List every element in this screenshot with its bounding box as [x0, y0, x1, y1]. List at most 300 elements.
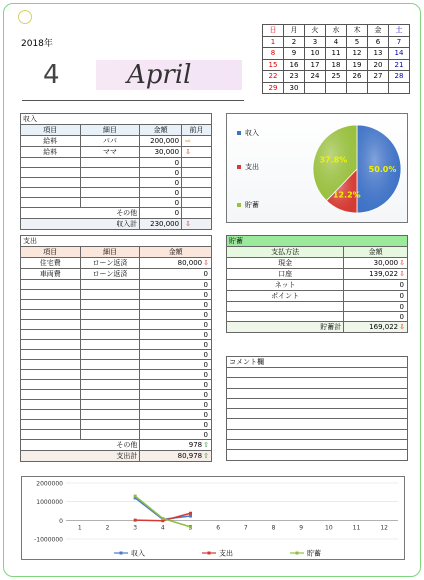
income-sub: [80, 188, 140, 198]
comment-cell[interactable]: [227, 409, 408, 419]
line-chart: [21, 476, 405, 560]
table-row: [21, 136, 212, 147]
calendar-week: [263, 48, 410, 60]
calendar-day[interactable]: 3: [305, 36, 326, 48]
expense-amount-value: 0: [203, 430, 208, 439]
expense-amount-value: 0: [203, 350, 208, 359]
income-sub: [80, 168, 140, 178]
table-row: [21, 290, 212, 300]
expense-item: [21, 330, 81, 340]
expense-amount: [140, 258, 212, 269]
pie-data-label: 50.0%: [368, 165, 397, 174]
line-legend-marker: [120, 552, 123, 555]
savings-amount-value: 0: [399, 302, 404, 311]
calendar-day[interactable]: 26: [347, 71, 368, 83]
calendar-weekday: 日: [263, 25, 284, 37]
expense-header-sub: 細目: [80, 247, 140, 258]
income-sub: [80, 158, 140, 168]
expense-sub: [80, 280, 140, 290]
month-name: April: [127, 60, 192, 90]
pie-data-label: 37.8%: [319, 155, 348, 165]
expense-item: [21, 350, 81, 360]
savings-amount: [344, 291, 408, 302]
line-xtick-label: 9: [299, 524, 304, 532]
calendar-day[interactable]: 17: [305, 59, 326, 71]
year-label: 2018年: [21, 39, 53, 49]
calendar-day[interactable]: [326, 82, 347, 94]
calendar-day[interactable]: 22: [263, 71, 284, 83]
savings-title: 貯蓄: [227, 236, 408, 247]
expense-amount-value: 0: [203, 340, 208, 349]
income-other-label: その他: [21, 208, 140, 219]
line-legend-marker: [208, 552, 211, 555]
table-row: [21, 147, 212, 158]
income-other-value: 0: [140, 208, 182, 219]
income-prev: [182, 147, 212, 158]
expense-amount-value: 0: [203, 290, 208, 299]
expense-amount: [140, 430, 212, 440]
expense-total-label: 支出計: [21, 451, 140, 462]
savings-method: 口座: [227, 269, 344, 280]
expense-amount-value: 0: [203, 320, 208, 329]
expense-item: [21, 390, 81, 400]
savings-amount-value: 139,022: [369, 270, 399, 278]
calendar-day[interactable]: 11: [326, 48, 347, 60]
comment-line: [227, 409, 408, 419]
calendar-day[interactable]: 28: [389, 71, 410, 83]
expense-header-row: [21, 247, 212, 258]
savings-amount: [344, 280, 408, 291]
savings-amount: [344, 258, 408, 269]
expense-item: 車両費: [21, 269, 81, 280]
expense-amount: [140, 360, 212, 370]
calendar-day[interactable]: 6: [368, 36, 389, 48]
income-sub: [80, 178, 140, 188]
comment-line: [227, 368, 408, 378]
expense-amount-value: 0: [203, 310, 208, 319]
income-item: [21, 198, 81, 208]
expense-amount: [140, 290, 212, 300]
pie-legend-label: 貯蓄: [245, 201, 259, 209]
calendar-week: [263, 59, 410, 71]
calendar-day[interactable]: 2: [284, 36, 305, 48]
expense-sub: [80, 410, 140, 420]
expense-sub: [80, 310, 140, 320]
expense-sub: [80, 420, 140, 430]
income-total-row: [21, 219, 212, 230]
expense-sub: [80, 350, 140, 360]
expense-amount-value: 0: [203, 380, 208, 389]
savings-total-label: 貯蓄計: [227, 322, 344, 333]
income-prev: [182, 168, 212, 178]
income-header-sub: 細目: [80, 125, 140, 136]
expense-other-value: [140, 440, 212, 451]
comment-cell[interactable]: [227, 450, 408, 460]
savings-amount-value: 30,000: [373, 259, 399, 267]
calendar-weekday: 金: [368, 25, 389, 37]
expense-item: [21, 280, 81, 290]
calendar-weekday: 火: [305, 25, 326, 37]
income-other-prev: [182, 208, 212, 219]
arrow-right-icon: ⇨: [185, 137, 191, 145]
savings-amount: [344, 312, 408, 322]
line-ytick-label: 1000000: [36, 499, 63, 507]
savings-method: 現金: [227, 258, 344, 269]
comment-cell[interactable]: [227, 378, 408, 388]
table-row: [21, 330, 212, 340]
expense-amount-value: 0: [203, 280, 208, 289]
arrow-down-icon: ⇩: [185, 148, 191, 156]
table-row: [227, 280, 408, 291]
income-amount: 30,000: [140, 147, 182, 158]
expense-total-row: [21, 451, 212, 462]
savings-amount-value: 0: [399, 292, 404, 300]
expense-amount: [140, 320, 212, 330]
expense-amount: [140, 350, 212, 360]
comment-line: [227, 429, 408, 439]
expense-sub: [80, 300, 140, 310]
table-row: [21, 310, 212, 320]
calendar-day[interactable]: 13: [368, 48, 389, 60]
expense-sub: [80, 380, 140, 390]
calendar-day[interactable]: [305, 82, 326, 94]
arrow-up-icon: ⇧: [203, 441, 209, 449]
calendar-day[interactable]: 30: [284, 82, 305, 94]
arrow-down-icon: ⇩: [185, 220, 191, 228]
calendar-day[interactable]: 23: [284, 71, 305, 83]
income-header-prev: 前月: [182, 125, 212, 136]
expense-sub: [80, 370, 140, 380]
income-amount: 0: [140, 198, 182, 208]
expense-amount-value: 0: [203, 400, 208, 409]
pie-legend-label: 収入: [245, 129, 259, 137]
calendar-day[interactable]: 8: [263, 48, 284, 60]
expense-amount-value: 0: [203, 410, 208, 419]
expense-item: [21, 290, 81, 300]
table-row: [21, 340, 212, 350]
expense-other-number: 978: [188, 441, 203, 449]
expense-item: [21, 420, 81, 430]
line-xtick-label: 7: [243, 524, 248, 532]
calendar-day[interactable]: 15: [263, 59, 284, 71]
table-row: [21, 420, 212, 430]
calendar-day[interactable]: [368, 82, 389, 94]
expense-amount-value: 0: [203, 300, 208, 309]
expense-item: [21, 360, 81, 370]
comment-line: [227, 398, 408, 408]
calendar-weekday: 水: [326, 25, 347, 37]
expense-sub: [80, 290, 140, 300]
savings-table: [226, 235, 408, 333]
income-item: [21, 158, 81, 168]
income-item: [21, 168, 81, 178]
savings-method: ネット: [227, 280, 344, 291]
calendar-week: [263, 82, 410, 94]
income-prev: [182, 158, 212, 168]
calendar-day[interactable]: 24: [305, 71, 326, 83]
table-row: [21, 258, 212, 269]
line-svg: [22, 477, 406, 561]
income-item: [21, 188, 81, 198]
table-row: [21, 430, 212, 440]
calendar-day[interactable]: 5: [347, 36, 368, 48]
expense-item: [21, 310, 81, 320]
expense-sub: [80, 400, 140, 410]
line-legend-label: 収入: [131, 549, 145, 558]
income-prev: [182, 188, 212, 198]
expense-item: [21, 400, 81, 410]
calendar-day[interactable]: [389, 82, 410, 94]
arrow-down-icon: ⇩: [399, 259, 405, 267]
income-sub: ママ: [80, 147, 140, 158]
table-row: [21, 370, 212, 380]
comment-line: [227, 419, 408, 429]
income-title: 収入: [21, 114, 212, 125]
line-legend-label: 貯蓄: [307, 549, 321, 558]
calendar-weekday: 月: [284, 25, 305, 37]
expense-sub: ローン返済: [80, 258, 140, 269]
savings-total-row: [227, 322, 408, 333]
savings-amount: [344, 269, 408, 280]
expense-sub: [80, 430, 140, 440]
expense-amount: [140, 269, 212, 280]
income-item: [21, 178, 81, 188]
calendar-day[interactable]: 18: [326, 59, 347, 71]
income-prev: [182, 198, 212, 208]
savings-header-method: 支払方法: [227, 247, 344, 258]
line-point: [134, 519, 137, 522]
calendar-day[interactable]: [347, 82, 368, 94]
calendar-week: [263, 36, 410, 48]
income-total-value: 230,000: [140, 219, 182, 230]
calendar-day[interactable]: 14: [389, 48, 410, 60]
table-row: [21, 360, 212, 370]
expense-sub: [80, 340, 140, 350]
expense-header-item: 項目: [21, 247, 81, 258]
line-xtick-label: 12: [380, 524, 388, 532]
arrow-up-icon: ⇧: [203, 452, 209, 460]
expense-amount-value: 0: [203, 330, 208, 339]
table-row: [227, 269, 408, 280]
calendar-day[interactable]: 9: [284, 48, 305, 60]
calendar-day[interactable]: 20: [368, 59, 389, 71]
arrow-down-icon: ⇩: [399, 323, 405, 331]
expense-sub: [80, 360, 140, 370]
expense-amount: [140, 330, 212, 340]
expense-sub: [80, 320, 140, 330]
comment-cell[interactable]: [227, 419, 408, 429]
table-row: [21, 158, 212, 168]
line-point: [161, 517, 164, 520]
savings-method: [227, 312, 344, 322]
income-header-amount: 金額: [140, 125, 182, 136]
calendar-weekday-row: [263, 25, 410, 37]
savings-method: [227, 302, 344, 312]
calendar-weekday: 木: [347, 25, 368, 37]
table-row: [21, 269, 212, 280]
line-xtick-label: 8: [271, 524, 276, 532]
expense-item: [21, 300, 81, 310]
savings-method: ポイント: [227, 291, 344, 302]
month-number: 4: [43, 60, 60, 90]
income-amount: 0: [140, 168, 182, 178]
income-amount: 0: [140, 158, 182, 168]
table-row: [21, 178, 212, 188]
income-amount: 0: [140, 188, 182, 198]
calendar: [262, 24, 410, 94]
table-row: [227, 302, 408, 312]
calendar-day[interactable]: 7: [389, 36, 410, 48]
arrow-down-icon: ⇩: [399, 270, 405, 278]
income-amount: 200,000: [140, 136, 182, 147]
line-xtick-label: 11: [352, 524, 361, 532]
pie-legend-label: 支出: [245, 163, 259, 171]
expense-amount: [140, 370, 212, 380]
comment-cell[interactable]: [227, 398, 408, 408]
comment-cell[interactable]: [227, 440, 408, 450]
comment-area: [226, 356, 408, 461]
income-total-label: 収入計: [21, 219, 140, 230]
pie-data-label: 12.2%: [332, 190, 361, 200]
income-header-item: 項目: [21, 125, 81, 136]
expense-amount-value: 0: [203, 390, 208, 399]
expense-total-value: [140, 451, 212, 462]
pie-svg: [227, 114, 409, 224]
savings-amount-value: 0: [399, 281, 404, 289]
income-other-row: [21, 208, 212, 219]
table-row: [21, 400, 212, 410]
table-row: [227, 291, 408, 302]
income-item: 給料: [21, 147, 81, 158]
expense-item: [21, 370, 81, 380]
decorative-circle-icon: [18, 10, 32, 24]
calendar-day[interactable]: 29: [263, 82, 284, 94]
expense-title: 支出: [21, 236, 212, 247]
expense-amount-value: 0: [203, 270, 208, 278]
comment-cell[interactable]: [227, 368, 408, 378]
income-prev: [182, 136, 212, 147]
line-point: [134, 495, 137, 498]
calendar-day[interactable]: 25: [326, 71, 347, 83]
expense-sub: [80, 390, 140, 400]
expense-other-row: [21, 440, 212, 451]
table-row: [21, 300, 212, 310]
expense-item: [21, 320, 81, 330]
expense-amount: [140, 280, 212, 290]
savings-header-row: [227, 247, 408, 258]
income-prev: [182, 178, 212, 188]
savings-amount: [344, 302, 408, 312]
expense-amount-value: 0: [203, 360, 208, 369]
title-underline: [22, 100, 244, 101]
table-row: [21, 188, 212, 198]
expense-item: [21, 410, 81, 420]
line-xtick-label: 4: [160, 524, 165, 532]
expense-item: [21, 380, 81, 390]
table-row: [21, 410, 212, 420]
income-total-prev: [182, 219, 212, 230]
expense-item: [21, 340, 81, 350]
line-ytick-label: 2000000: [36, 480, 63, 488]
savings-total-number: 169,022: [369, 323, 399, 331]
calendar-day[interactable]: 21: [389, 59, 410, 71]
table-row: [21, 280, 212, 290]
comment-cell[interactable]: [227, 429, 408, 439]
comment-line: [227, 450, 408, 460]
income-sub: パパ: [80, 136, 140, 147]
table-row: [21, 320, 212, 330]
calendar-day[interactable]: 19: [347, 59, 368, 71]
line-xtick-label: 1: [77, 524, 82, 532]
expense-amount: [140, 340, 212, 350]
calendar-day[interactable]: 4: [326, 36, 347, 48]
line-xtick-label: 10: [325, 524, 333, 532]
comment-line: [227, 388, 408, 398]
expense-amount: [140, 410, 212, 420]
line-point: [189, 515, 192, 518]
expense-amount: [140, 400, 212, 410]
expense-amount-value: 80,000: [177, 259, 203, 267]
line-legend-label: 支出: [219, 549, 233, 558]
expense-sub: [80, 330, 140, 340]
expense-total-number: 80,978: [177, 452, 203, 460]
income-item: 給料: [21, 136, 81, 147]
line-xtick-label: 6: [216, 524, 221, 532]
comment-title: コメント欄: [227, 357, 408, 368]
expense-amount-value: 0: [203, 370, 208, 379]
table-row: [227, 258, 408, 269]
table-row: [227, 312, 408, 322]
calendar-day[interactable]: 10: [305, 48, 326, 60]
expense-amount: [140, 380, 212, 390]
savings-total-value: [344, 322, 408, 333]
table-row: [21, 380, 212, 390]
line-series: [135, 496, 190, 527]
expense-other-label: その他: [21, 440, 140, 451]
calendar-day[interactable]: 12: [347, 48, 368, 60]
expense-sub: ローン返済: [80, 269, 140, 280]
income-sub: [80, 198, 140, 208]
line-legend-marker: [296, 552, 299, 555]
calendar-day[interactable]: 27: [368, 71, 389, 83]
expense-header-amount: 金額: [140, 247, 212, 258]
income-amount: 0: [140, 178, 182, 188]
table-row: [21, 390, 212, 400]
calendar-day[interactable]: 16: [284, 59, 305, 71]
calendar-weekday: 土: [389, 25, 410, 37]
expense-amount: [140, 420, 212, 430]
arrow-down-icon: ⇩: [203, 259, 209, 267]
comment-cell[interactable]: [227, 388, 408, 398]
line-ytick-label: -1000000: [34, 536, 63, 544]
expense-item: 住宅費: [21, 258, 81, 269]
pie-chart: [226, 113, 408, 223]
table-row: [21, 198, 212, 208]
expense-amount: [140, 390, 212, 400]
calendar-week: [263, 71, 410, 83]
line-ytick-label: 0: [59, 517, 63, 525]
expense-amount: [140, 300, 212, 310]
line-xtick-label: 2: [105, 524, 110, 532]
calendar-day[interactable]: 1: [263, 36, 284, 48]
savings-amount-value: 0: [399, 312, 404, 321]
table-row: [21, 168, 212, 178]
expense-table: [20, 235, 212, 462]
table-row: [21, 350, 212, 360]
line-point: [189, 525, 192, 528]
expense-item: [21, 430, 81, 440]
expense-amount-value: 0: [203, 420, 208, 429]
